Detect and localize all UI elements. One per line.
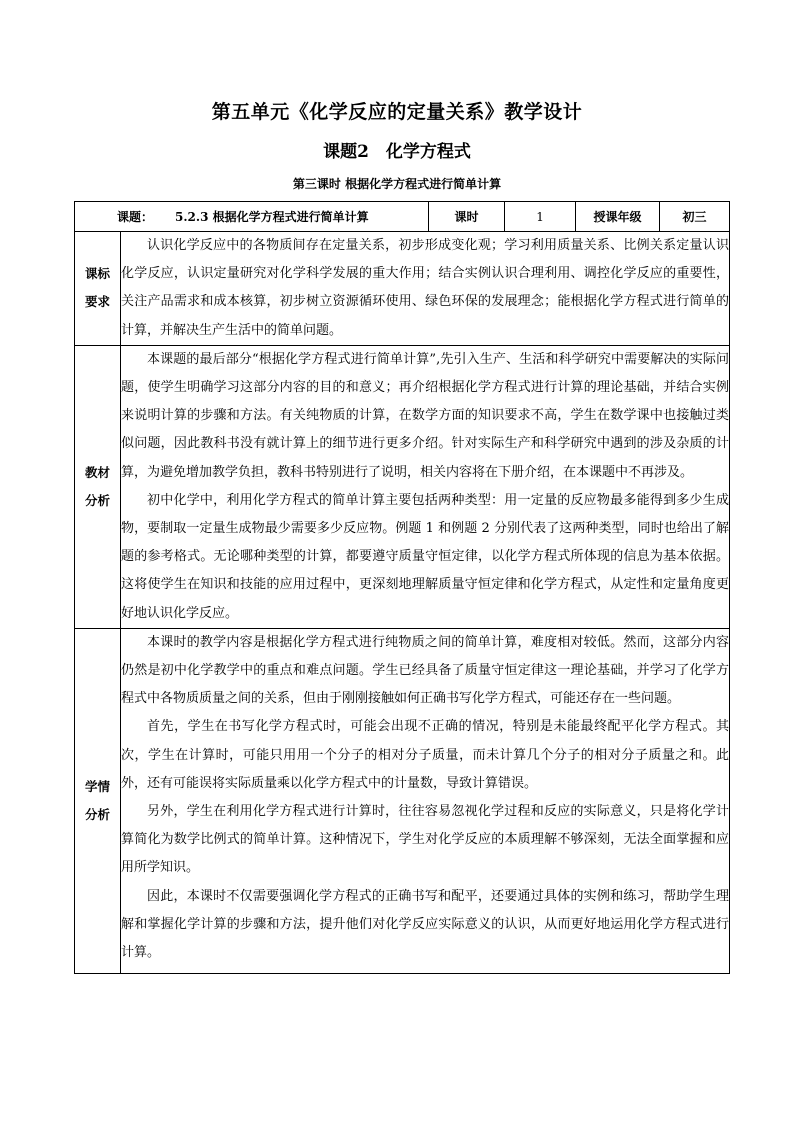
paragraph: 另外，学生在利用化学方程式进行计算时，往往容易忽视化学过程和反应的实际意义，只是将化学计算简化为数学比例式的简单计算。这种情况下，学生对化学反应的本质理解不够深刻，无法全面掌握和应用所学知识。: [121, 804, 730, 876]
curriculum-requirements-row: [75, 232, 730, 346]
hours-label: 课时: [429, 202, 505, 232]
page-subtitle: 课题2 化学方程式: [323, 142, 471, 162]
paragraph: 首先，学生在书写化学方程式时，可能会出现不正确的情况，特别是未能最终配平化学方程式。其次，学生在计算时，可能只用用一个分子的相对分子质量，而未计算几个分子的相对分子质量之和。此外，还有可能误将实际质量乘以化学方程式中的计量数，导致计算错误。: [121, 719, 730, 791]
topic-label: 课题：: [117, 210, 154, 224]
paragraph: 本课题的最后部分“根据化学方程式进行简单计算”,先引入生产、生活和科学研究中需要解决的实际问题，使学生明确学习这部分内容的目的和意义；再介绍根据化学方程式进行计算的理论基础，并结合实例来说明计算的步骤和方法。有关纯物质的计算，在数学方面的知识要求不高，学生在数学课中也接触过类似问题，因此教科书没有就计算上的细节进行更多介绍。针对实际生产和科学研究中遇到的涉及杂质的计算，为避免增加教学负担，教科书特别进行了说明，相关内容将在下册介绍，在本课题中不再涉及。: [121, 351, 730, 480]
grade-label: 授课年级: [576, 202, 660, 232]
student-analysis-row: [75, 628, 730, 973]
topic-cell: [75, 202, 429, 232]
lesson-design-table: [74, 201, 730, 974]
paragraph: 本课时的教学内容是根据化学方程式进行纯物质之间的简单计算，难度相对较低。然而，这部分内容仍然是初中化学教学中的重点和难点问题。学生已经具备了质量守恒定律这一理论基础，并学习了化学方程式中各物质质量之间的关系，但由于刚刚接触如何正确书写化学方程式，可能还存在一些问题。: [121, 634, 730, 707]
row-label: 学情 分析: [75, 628, 121, 973]
row-content: [121, 232, 730, 346]
page-title: 第五单元《化学反应的定量关系》教学设计: [211, 101, 583, 123]
paragraph: 因此，本课时不仅需要强调化学方程式的正确书写和配平，还要通过具体的实例和练习，帮助学生理解和掌握化学计算的步骤和方法，提升他们对化学反应实际意义的认识，从而更好地运用化学方程式进行计算。: [121, 888, 730, 961]
row-label: 教材 分析: [75, 345, 121, 628]
lesson-heading: 第三课时 根据化学方程式进行简单计算: [292, 177, 502, 191]
textbook-analysis-row: [75, 345, 730, 628]
row-content: [121, 628, 730, 973]
row-label: 课标 要求: [75, 232, 121, 346]
paragraph: 初中化学中，利用化学方程式的简单计算主要包括两种类型：用一定量的反应物最多能得到多少生成物，要制取一定量生成物最少需要多少反应物。例题 1 和例题 2 分别代表了这两种类型，同时也给出了解题的参考格式。无论哪种类型的计算，都要遵守质量守恒定律，以化学方程式所体现的信息为基本依据。这将使学生在知识和技能的应用过程中，更深刻地理解质量守恒定律和化学方程式，从定性和定量角度更好地认识化学反应。: [121, 492, 730, 621]
row-content: [121, 345, 730, 628]
header-row: [75, 202, 730, 232]
hours-value: 1: [505, 202, 576, 232]
grade-value: 初三: [660, 202, 730, 232]
topic-value: 5.2.3 根据化学方程式进行简单计算: [175, 210, 369, 224]
paragraph: 认识化学反应中的各物质间存在定量关系，初步形成变化观；学习利用质量关系、比例关系定量认识化学反应，认识定量研究对化学科学发展的重大作用；结合实例认识合理利用、调控化学反应的重要性，关注产品需求和成本核算，初步树立资源循环使用、绿色环保的发展理念；能根据化学方程式进行简单的计算，并解决生产生活中的简单问题。: [121, 238, 730, 338]
